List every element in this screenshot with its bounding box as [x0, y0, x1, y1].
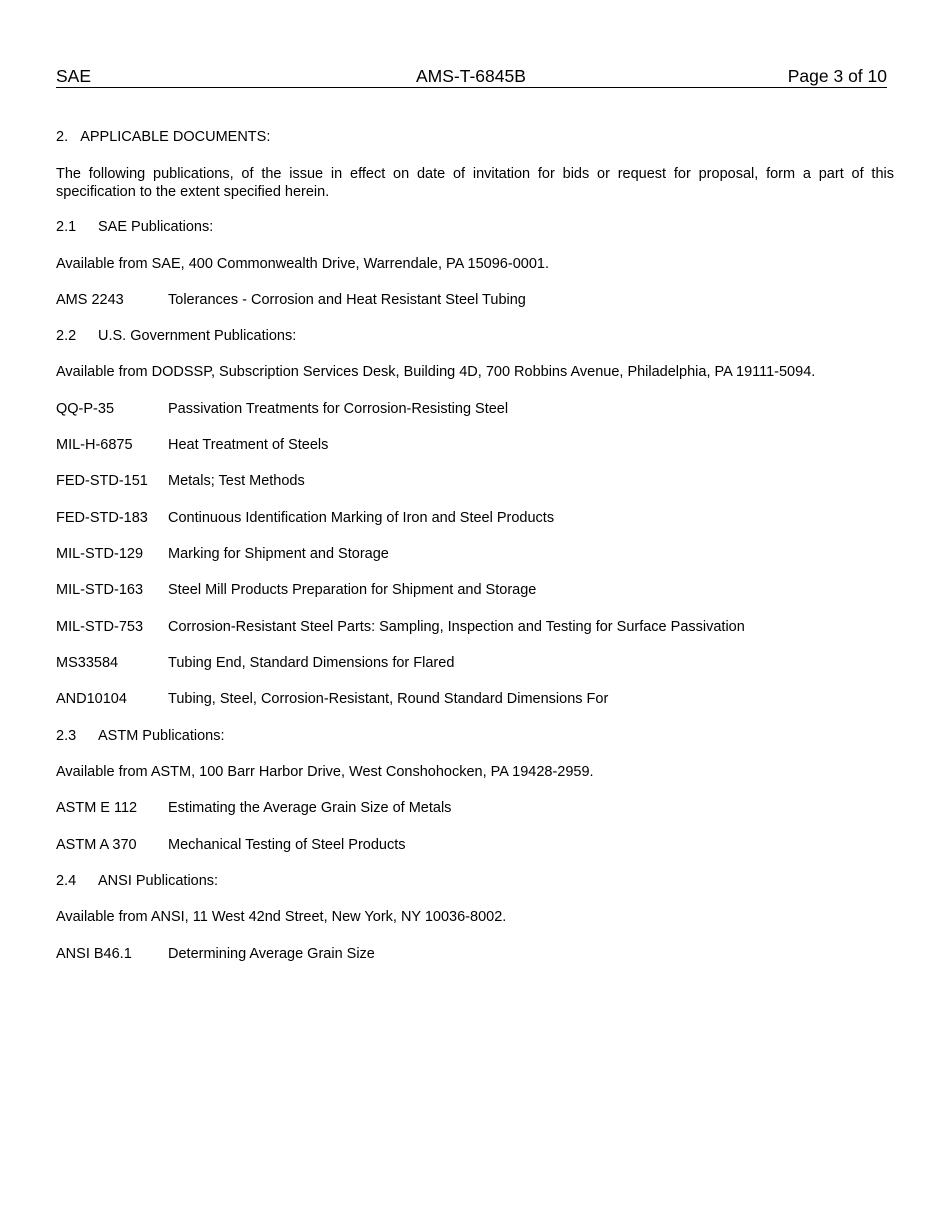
document-title: Metals; Test Methods — [168, 473, 305, 489]
section-heading — [56, 129, 270, 146]
subsection-number: 2.4 — [56, 873, 77, 889]
document-entry — [56, 619, 745, 636]
document-code: MIL-STD-753 — [56, 619, 144, 635]
availability-dodssp: Available from DODSSP, Subscription Services Desk, Building 4D, 700 Robbins Avenue, Philadelphia, PA 19111-5094. — [56, 364, 816, 380]
page-header — [56, 66, 887, 88]
document-entry — [56, 946, 375, 963]
header-doc-number: AMS-T-6845B — [416, 66, 526, 86]
document-code: MIL-H-6875 — [56, 437, 133, 453]
section-title: APPLICABLE DOCUMENTS: — [80, 129, 271, 145]
document-title: Corrosion-Resistant Steel Parts: Sampling, Inspection and Testing for Surface Passivation — [168, 619, 745, 635]
document-code: FED-STD-183 — [56, 510, 148, 526]
subsection-number: 2.1 — [56, 219, 77, 235]
document-entry — [56, 401, 508, 418]
document-code: MIL-STD-129 — [56, 546, 144, 562]
document-entry — [56, 473, 305, 490]
document-entry — [56, 546, 389, 563]
subsection-title: ANSI Publications: — [98, 873, 219, 889]
document-entry — [56, 837, 406, 854]
document-entry — [56, 691, 608, 708]
section-number: 2. — [56, 129, 69, 145]
subsection-title: U.S. Government Publications: — [98, 328, 297, 344]
document-code: MIL-STD-163 — [56, 582, 144, 598]
subsection-number: 2.3 — [56, 728, 77, 744]
document-title: Marking for Shipment and Storage — [168, 546, 389, 562]
document-code: FED-STD-151 — [56, 473, 148, 489]
document-title: Determining Average Grain Size — [168, 946, 375, 962]
document-title: Tolerances - Corrosion and Heat Resistant Steel Tubing — [168, 292, 526, 308]
document-code: QQ-P-35 — [56, 401, 115, 417]
availability-ansi: Available from ANSI, 11 West 42nd Street, New York, NY 10036-8002. — [56, 909, 507, 925]
document-title: Tubing, Steel, Corrosion-Resistant, Round Standard Dimensions For — [168, 691, 609, 707]
document-code: ASTM E 112 — [56, 800, 138, 816]
subsection-heading-2-1 — [56, 219, 213, 236]
subsection-title: ASTM Publications: — [98, 728, 225, 744]
document-entry — [56, 800, 451, 817]
document-entry — [56, 437, 328, 454]
document-title: Passivation Treatments for Corrosion-Resisting Steel — [168, 401, 509, 417]
subsection-number: 2.2 — [56, 328, 77, 344]
document-code: MS33584 — [56, 655, 119, 671]
availability-sae: Available from SAE, 400 Commonwealth Drive, Warrendale, PA 15096-0001. — [56, 256, 549, 272]
subsection-heading-2-3 — [56, 728, 225, 745]
document-entry — [56, 292, 526, 309]
document-title: Heat Treatment of Steels — [168, 437, 329, 453]
document-code: ASTM A 370 — [56, 837, 137, 853]
document-code: ANSI B46.1 — [56, 946, 132, 962]
availability-astm: Available from ASTM, 100 Barr Harbor Drive, West Conshohocken, PA 19428-2959. — [56, 764, 594, 780]
document-title: Estimating the Average Grain Size of Metals — [168, 800, 452, 816]
subsection-heading-2-4 — [56, 873, 218, 890]
document-code: AMS 2243 — [56, 292, 124, 308]
document-title: Continuous Identification Marking of Iron and Steel Products — [168, 510, 555, 526]
document-entry — [56, 582, 536, 599]
document-code: AND10104 — [56, 691, 127, 707]
header-page-number: Page 3 of 10 — [787, 66, 887, 86]
intro-paragraph: The following publications, of the issue in effect on date of invitation for bids or request for proposal, form a part of this specification to the extent specified herein. — [56, 166, 894, 200]
header-org: SAE — [56, 66, 92, 86]
document-entry — [56, 655, 454, 672]
subsection-heading-2-2 — [56, 328, 296, 345]
document-title: Mechanical Testing of Steel Products — [168, 837, 406, 853]
document-entry — [56, 510, 554, 527]
document-title: Steel Mill Products Preparation for Shipment and Storage — [168, 582, 537, 598]
subsection-title: SAE Publications: — [98, 219, 214, 235]
document-title: Tubing End, Standard Dimensions for Flared — [168, 655, 455, 671]
